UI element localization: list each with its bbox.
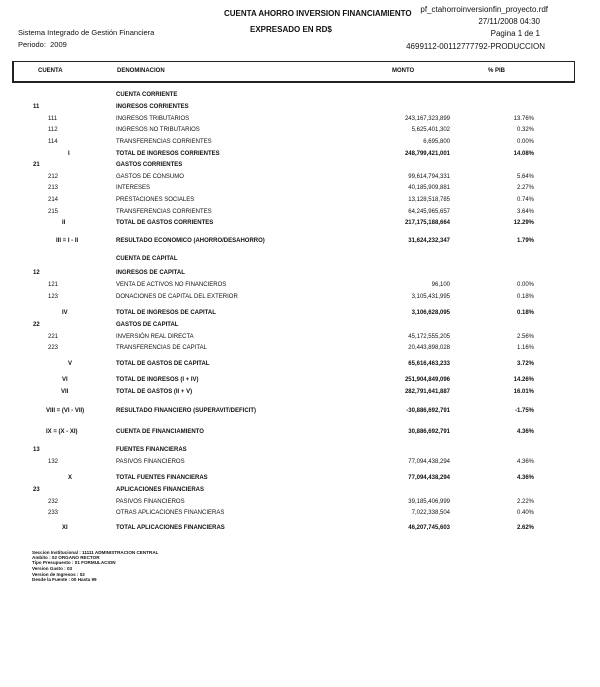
table-row xyxy=(0,104,600,114)
report-subtitle: EXPRESADO EN RD$ xyxy=(250,25,332,34)
table-row xyxy=(0,294,600,304)
footer-line: Seccion Institucional : 11111 ADMINISTRACION CENTRAL xyxy=(32,550,159,555)
table-row xyxy=(0,151,600,161)
cell-denominacion: TRANSFERENCIAS CORRIENTES xyxy=(116,139,212,145)
table-row xyxy=(0,459,600,469)
cell-cuenta: 21 xyxy=(33,162,40,168)
cell-monto: 5,625,401,302 xyxy=(411,127,450,133)
cell-monto: 40,185,909,881 xyxy=(408,185,450,191)
cell-pib: 1.16% xyxy=(516,345,534,351)
cell-cuenta: 11 xyxy=(33,104,40,110)
period-label: Periodo: xyxy=(18,40,46,49)
table-row xyxy=(0,499,600,509)
table-row xyxy=(0,220,600,230)
cell-monto: 217,175,188,664 xyxy=(404,220,450,226)
cell-denominacion: VENTA DE ACTIVOS NO FINANCIEROS xyxy=(116,282,227,288)
cell-cuenta: 121 xyxy=(48,282,59,288)
cell-denominacion: GASTOS CORRIENTES xyxy=(116,162,183,168)
cell-pib: 0.00% xyxy=(516,282,534,288)
cell-pib: 4.36% xyxy=(516,459,534,465)
cell-cuenta: VII xyxy=(61,389,69,395)
cell-pib: 0.40% xyxy=(516,510,534,516)
cell-denominacion: TOTAL DE INGRESOS CORRIENTES xyxy=(116,151,220,157)
cell-denominacion: RESULTADO FINANCIERO (SUPERAVIT/DEFICIT) xyxy=(116,408,256,414)
cell-cuenta: 215 xyxy=(48,209,59,215)
cell-monto: 282,791,641,887 xyxy=(404,389,450,395)
cell-cuenta: II xyxy=(62,220,66,226)
cell-denominacion: FUENTES FINANCIERAS xyxy=(116,447,187,453)
cell-denominacion: APLICACIONES FINANCIERAS xyxy=(116,487,205,493)
cell-monto: 65,616,463,233 xyxy=(408,361,450,367)
page-number: Pagina 1 de 1 xyxy=(490,29,540,38)
cell-monto: 96,100 xyxy=(431,282,450,288)
cell-cuenta: 22 xyxy=(33,322,40,328)
cell-pib: 5.64% xyxy=(516,174,534,180)
cell-denominacion: TOTAL DE GASTOS CORRIENTES xyxy=(116,220,214,226)
table-row xyxy=(0,238,600,248)
table-row xyxy=(0,310,600,320)
cell-denominacion: INGRESOS DE CAPITAL xyxy=(116,270,185,276)
cell-monto: 77,094,438,294 xyxy=(408,459,450,465)
report-datetime: 27/11/2008 04:30 xyxy=(478,17,540,26)
cell-cuenta: VIII = (VI - VII) xyxy=(46,408,85,414)
table-row xyxy=(0,116,600,126)
period xyxy=(18,40,67,49)
cell-denominacion: INVERSIÓN REAL DIRECTA xyxy=(116,334,194,340)
table-row xyxy=(0,139,600,149)
cell-denominacion: TOTAL FUENTES FINANCIERAS xyxy=(116,475,208,481)
cell-denominacion: OTRAS APLICACIONES FINANCIERAS xyxy=(116,510,225,516)
table-row xyxy=(0,389,600,399)
cell-cuenta: 23 xyxy=(33,487,40,493)
cell-cuenta: 13 xyxy=(33,447,40,453)
cell-cuenta: III = I - II xyxy=(56,238,79,244)
cell-cuenta: 232 xyxy=(48,499,59,505)
table-row xyxy=(0,322,600,332)
cell-monto: 46,207,745,603 xyxy=(408,525,450,531)
cell-monto: 243,167,323,899 xyxy=(404,116,450,122)
cell-denominacion: PASIVOS FINANCIEROS xyxy=(116,499,185,505)
cell-cuenta: IX = (X - XI) xyxy=(46,429,78,435)
table-row xyxy=(0,282,600,292)
cell-cuenta: IV xyxy=(62,310,68,316)
cell-pib: 13.76% xyxy=(513,116,534,122)
cell-pib: 4.36% xyxy=(516,429,534,435)
report-title: CUENTA AHORRO INVERSION FINANCIAMIENTO xyxy=(224,9,412,18)
table-row xyxy=(0,377,600,387)
footer-line: Tipo Presupuesto : 01 FORMULACION xyxy=(32,560,116,566)
cell-denominacion: RESULTADO ECONOMICO (AHORRO/DESAHORRO) xyxy=(116,238,265,244)
cell-cuenta: 221 xyxy=(48,334,59,340)
cell-denominacion: DONACIONES DE CAPITAL DEL EXTERIOR xyxy=(116,294,238,300)
table-row xyxy=(0,525,600,535)
cell-pib: 0.18% xyxy=(516,294,534,300)
cell-cuenta: XI xyxy=(62,525,68,531)
cell-denominacion: INGRESOS NO TRIBUTARIOS xyxy=(116,127,200,133)
col-denominacion: DENOMINACION xyxy=(117,68,165,74)
cell-denominacion: CUENTA DE CAPITAL xyxy=(116,256,178,262)
system-name: Sistema Integrado de Gestión Financiera xyxy=(18,28,155,37)
cell-cuenta: 123 xyxy=(48,294,59,300)
cell-denominacion: CUENTA CORRIENTE xyxy=(116,92,178,98)
col-monto: MONTO xyxy=(392,68,415,74)
cell-cuenta: 223 xyxy=(48,345,59,351)
cell-pib: 14.08% xyxy=(513,151,534,157)
cell-monto: 39,185,406,999 xyxy=(408,499,450,505)
cell-denominacion: INTERESES xyxy=(116,185,151,191)
cell-denominacion: TOTAL APLICACIONES FINANCIERAS xyxy=(116,525,225,531)
footer-line: Version Gasto : 03 xyxy=(32,565,73,571)
cell-monto: 77,094,438,294 xyxy=(408,475,450,481)
cell-cuenta: 233 xyxy=(48,510,59,516)
cell-denominacion: TRANSFERENCIAS DE CAPITAL xyxy=(116,345,207,351)
table-row xyxy=(0,92,600,102)
cell-denominacion: TOTAL DE GASTOS (II + V) xyxy=(116,389,193,395)
cell-pib: 4.36% xyxy=(516,475,534,481)
table-row xyxy=(0,162,600,172)
cell-denominacion: TOTAL DE INGRESOS (I + IV) xyxy=(116,377,199,383)
table-row xyxy=(0,197,600,207)
cell-pib: 12.29% xyxy=(513,220,534,226)
cell-pib: 0.18% xyxy=(516,310,534,316)
table-row xyxy=(0,429,600,439)
cell-monto: 31,624,232,347 xyxy=(408,238,450,244)
table-row xyxy=(0,270,600,280)
cell-pib: 3.64% xyxy=(516,209,534,215)
table-row xyxy=(0,334,600,344)
col-cuenta: CUENTA xyxy=(38,68,63,74)
period-value: 2009 xyxy=(50,40,67,49)
table-row xyxy=(0,209,600,219)
cell-pib: 2.27% xyxy=(516,185,534,191)
cell-pib: -1.75% xyxy=(514,408,534,414)
cell-cuenta: X xyxy=(68,475,73,481)
table-row xyxy=(0,127,600,137)
cell-monto: 3,105,431,995 xyxy=(411,294,450,300)
footer-line: Ambito : 02 ORGANO RECTOR xyxy=(32,555,100,561)
report-file: pf_ctahorroinversionfin_proyecto.rdf xyxy=(420,5,548,14)
table-row xyxy=(0,408,600,418)
table-row xyxy=(0,345,600,355)
run-id: 4699112-00112777792-PRODUCCION xyxy=(406,42,545,51)
table-row xyxy=(0,256,600,266)
cell-monto: 248,799,421,001 xyxy=(404,151,450,157)
table-row xyxy=(0,510,600,520)
cell-denominacion: GASTOS DE CAPITAL xyxy=(116,322,179,328)
table-row xyxy=(0,361,600,371)
cell-pib: 3.72% xyxy=(516,361,534,367)
cell-cuenta: 212 xyxy=(48,174,59,180)
cell-pib: 16.01% xyxy=(513,389,534,395)
cell-cuenta: V xyxy=(68,361,73,367)
cell-cuenta: 111 xyxy=(48,116,58,122)
cell-monto: 30,886,692,791 xyxy=(408,429,450,435)
cell-pib: 14.26% xyxy=(513,377,534,383)
cell-monto: 20,443,898,028 xyxy=(408,345,450,351)
cell-denominacion: TOTAL DE INGRESOS DE CAPITAL xyxy=(116,310,216,316)
cell-pib: 0.00% xyxy=(516,139,534,145)
cell-denominacion: INGRESOS CORRIENTES xyxy=(116,104,189,110)
cell-pib: 0.74% xyxy=(516,197,534,203)
cell-monto: 251,904,849,096 xyxy=(404,377,450,383)
cell-denominacion: GASTOS DE CONSUMO xyxy=(116,174,184,180)
cell-denominacion: INGRESOS TRIBUTARIOS xyxy=(116,116,190,122)
table-row xyxy=(0,475,600,485)
cell-denominacion: TOTAL DE GASTOS DE CAPITAL xyxy=(116,361,210,367)
cell-monto: 7,022,338,504 xyxy=(411,510,450,516)
cell-monto: 64,245,965,657 xyxy=(408,209,450,215)
cell-pib: 2.22% xyxy=(516,499,534,505)
cell-cuenta: 114 xyxy=(48,139,58,145)
col-pib: % PIB xyxy=(488,68,506,74)
table-row xyxy=(0,185,600,195)
footer-line: Version de Ingresos : 02 xyxy=(32,571,85,577)
cell-cuenta: 132 xyxy=(48,459,59,465)
cell-cuenta: 112 xyxy=(48,127,58,133)
table-row xyxy=(0,447,600,457)
cell-cuenta: I xyxy=(68,151,70,157)
cell-monto: 6,695,800 xyxy=(423,139,450,145)
cell-denominacion: CUENTA DE FINANCIAMIENTO xyxy=(116,429,204,435)
cell-denominacion: TRANSFERENCIAS CORRIENTES xyxy=(116,209,212,215)
cell-denominacion: PASIVOS FINANCIEROS xyxy=(116,459,185,465)
cell-cuenta: VI xyxy=(62,377,68,383)
cell-monto: 3,106,628,095 xyxy=(411,310,450,316)
cell-pib: 0.32% xyxy=(516,127,534,133)
table-row xyxy=(0,487,600,497)
cell-monto: 13,128,518,785 xyxy=(408,197,450,203)
report-footer xyxy=(32,550,158,582)
cell-monto: -30,886,692,791 xyxy=(406,408,450,414)
cell-pib: 1.79% xyxy=(516,238,534,244)
cell-denominacion: PRESTACIONES SOCIALES xyxy=(116,197,195,203)
footer-line: Desde la Fuente : 00 Hasta 99 xyxy=(32,577,97,583)
table-row xyxy=(0,174,600,184)
cell-cuenta: 214 xyxy=(48,197,59,203)
cell-pib: 2.56% xyxy=(516,334,534,340)
cell-monto: 45,172,555,205 xyxy=(408,334,450,340)
cell-monto: 99,614,794,331 xyxy=(408,174,450,180)
cell-pib: 2.62% xyxy=(516,525,534,531)
cell-cuenta: 213 xyxy=(48,185,59,191)
cell-cuenta: 12 xyxy=(33,270,40,276)
